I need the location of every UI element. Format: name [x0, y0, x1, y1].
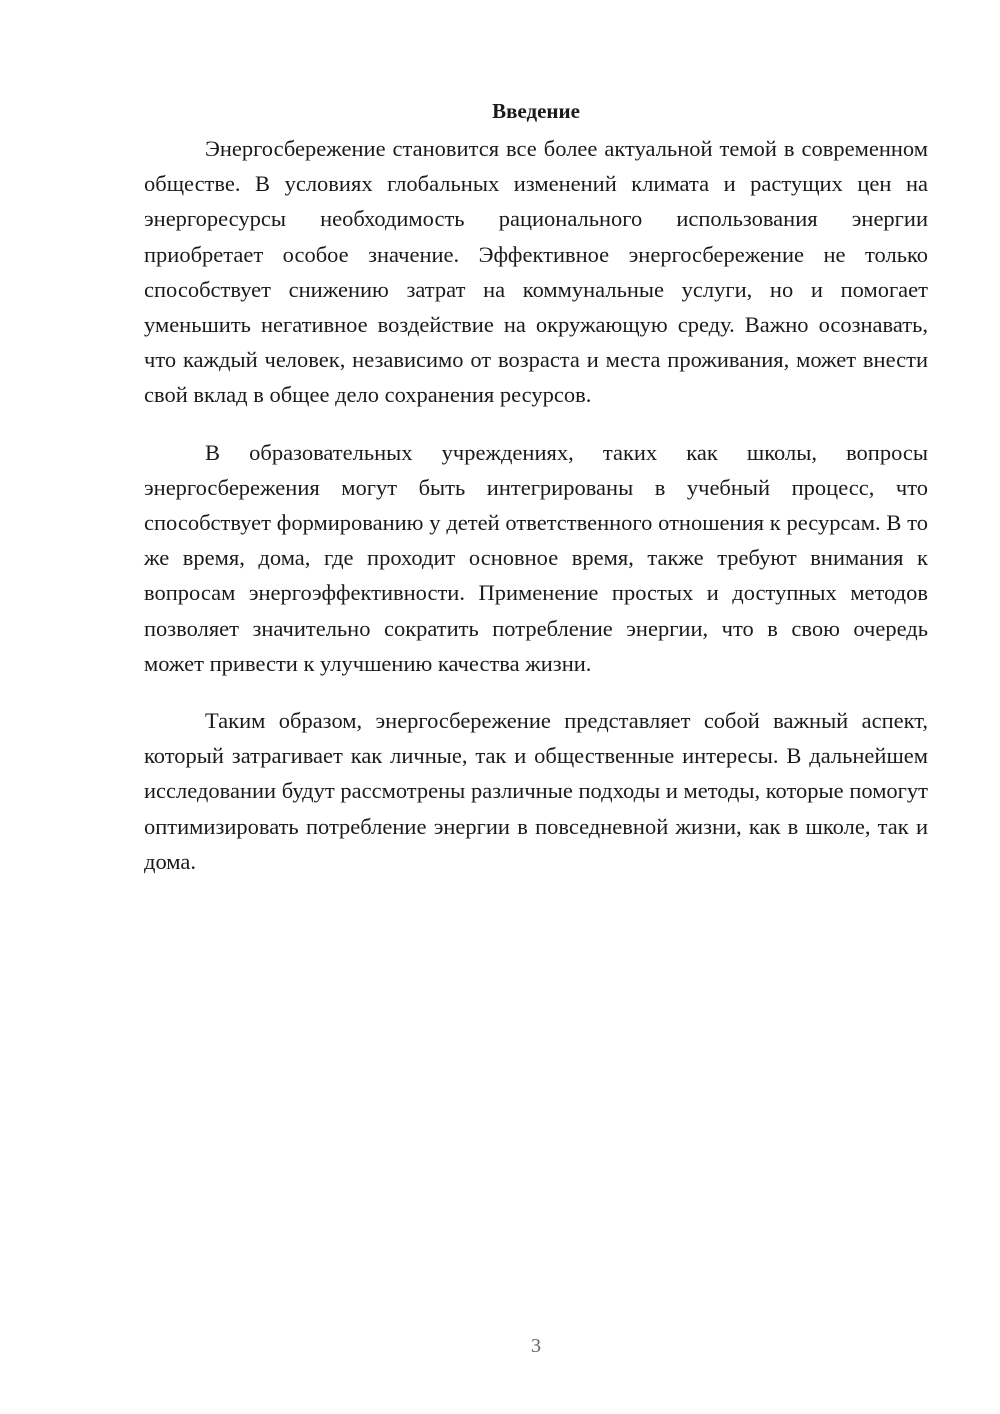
- paragraph-1: Энергосбережение становится все более актуальной темой в современном обществе. В условиях глобальных изменений климата и растущих цен на энергоресурсы необходимость рационального использования энергии приобретает особое значение. Эффективное энергосбережение не только способствует снижению затрат на коммунальные услуги, но и помогает уменьшить негативное воздействие на окружающую среду. Важно осознавать, что каждый человек, независимо от возраста и места проживания, может внести свой вклад в общее дело сохранения ресурсов.: [144, 136, 928, 408]
- page-content: [144, 94, 928, 901]
- paragraph-2: В образовательных учреждениях, таких как школы, вопросы энергосбережения могут быть интегрированы в учебный процесс, что способствует формированию у детей ответственного отношения к ресурсам. В то же время, дома, где проходит основное время, также требуют внимания к вопросам энергоэффективности. Применение простых и доступных методов позволяет значительно сократить потребление энергии, что в свою очередь может привести к улучшению качества жизни.: [144, 439, 928, 676]
- page-number: 3: [531, 1335, 541, 1357]
- section-heading: Введение: [492, 99, 580, 123]
- paragraph-3: Таким образом, энергосбережение представляет собой важный аспект, который затрагивает как личные, так и общественные интересы. В дальнейшем исследовании будут рассмотрены различные подходы и методы, которые помогут оптимизировать потребление энергии в повседневной жизни, как в школе, так и дома.: [144, 708, 928, 874]
